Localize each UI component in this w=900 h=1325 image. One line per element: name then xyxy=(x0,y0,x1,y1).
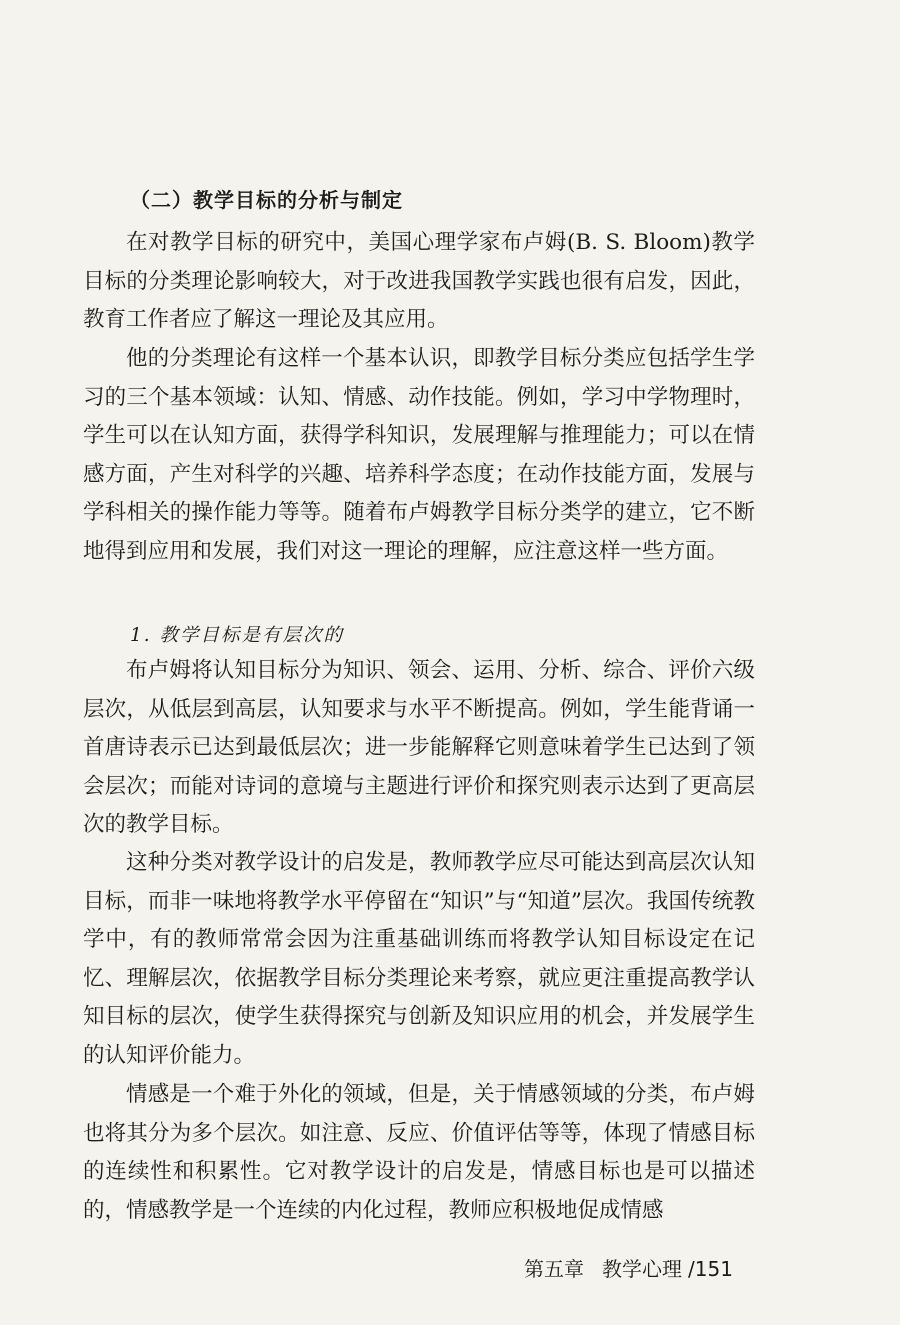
subheading-hierarchy: 1. 教学目标是有层次的 xyxy=(130,625,345,646)
paragraph-cognitive-levels: 布卢姆将认知目标分为知识、领会、运用、分析、综合、评价六级层次，从低层到高层，认知要求与水平不断提高。例如，学生能背诵一首唐诗表示已达到最低层次；进一步能解释它则意味着学生已达到了领会层次；而能对诗词的意境与主题进行评价和探究则表示达到了更高层次的教学目标。 xyxy=(83,658,755,837)
section-heading: （二）教学目标的分析与制定 xyxy=(130,188,403,212)
paragraph-three-domains: 他的分类理论有这样一个基本认识，即教学目标分类应包括学生学习的三个基本领域：认知、情感、动作技能。例如，学习中学物理时，学生可以在认知方面，获得学科知识，发展理解与推理能力；可以在情感方面，产生对科学的兴趣、培养科学态度；在动作技能方面，发展与学科相关的操作能力等等。随着布卢姆教学目标分类学的建立，它不断地得到应用和发展，我们对这一理论的理解，应注意这样一些方面。 xyxy=(83,346,755,564)
page-number: /151 xyxy=(688,1257,733,1281)
footer-chapter: 第五章 xyxy=(524,1257,584,1281)
paragraph-bloom-intro: 在对教学目标的研究中，美国心理学家布卢姆(B. S. Bloom)教学目标的分类理论影响较大，对于改进我国教学实践也很有启发，因此，教育工作者应了解这一理论及其应用。 xyxy=(83,230,755,332)
page-footer xyxy=(524,1255,733,1283)
footer-title: 教学心理 xyxy=(602,1257,682,1281)
paragraph-affective-domain: 情感是一个难于外化的领域，但是，关于情感领域的分类，布卢姆也将其分为多个层次。如注意、反应、价值评估等等，体现了情感目标的连续性和积累性。它对教学设计的启发是，情感目标也是可以描述的，情感教学是一个连续的内化过程，教师应积极地促成情感 xyxy=(83,1082,755,1223)
paragraph-design-inspiration: 这种分类对教学设计的启发是，教师教学应尽可能达到高层次认知目标，而非一味地将教学水平停留在“知识”与“知道”层次。我国传统教学中，有的教师常常会因为注重基础训练而将教学认知目标设定在记忆、理解层次，依据教学目标分类理论来考察，就应更注重提高教学认知目标的层次，使学生获得探究与创新及知识应用的机会，并发展学生的认知评价能力。 xyxy=(83,850,755,1068)
